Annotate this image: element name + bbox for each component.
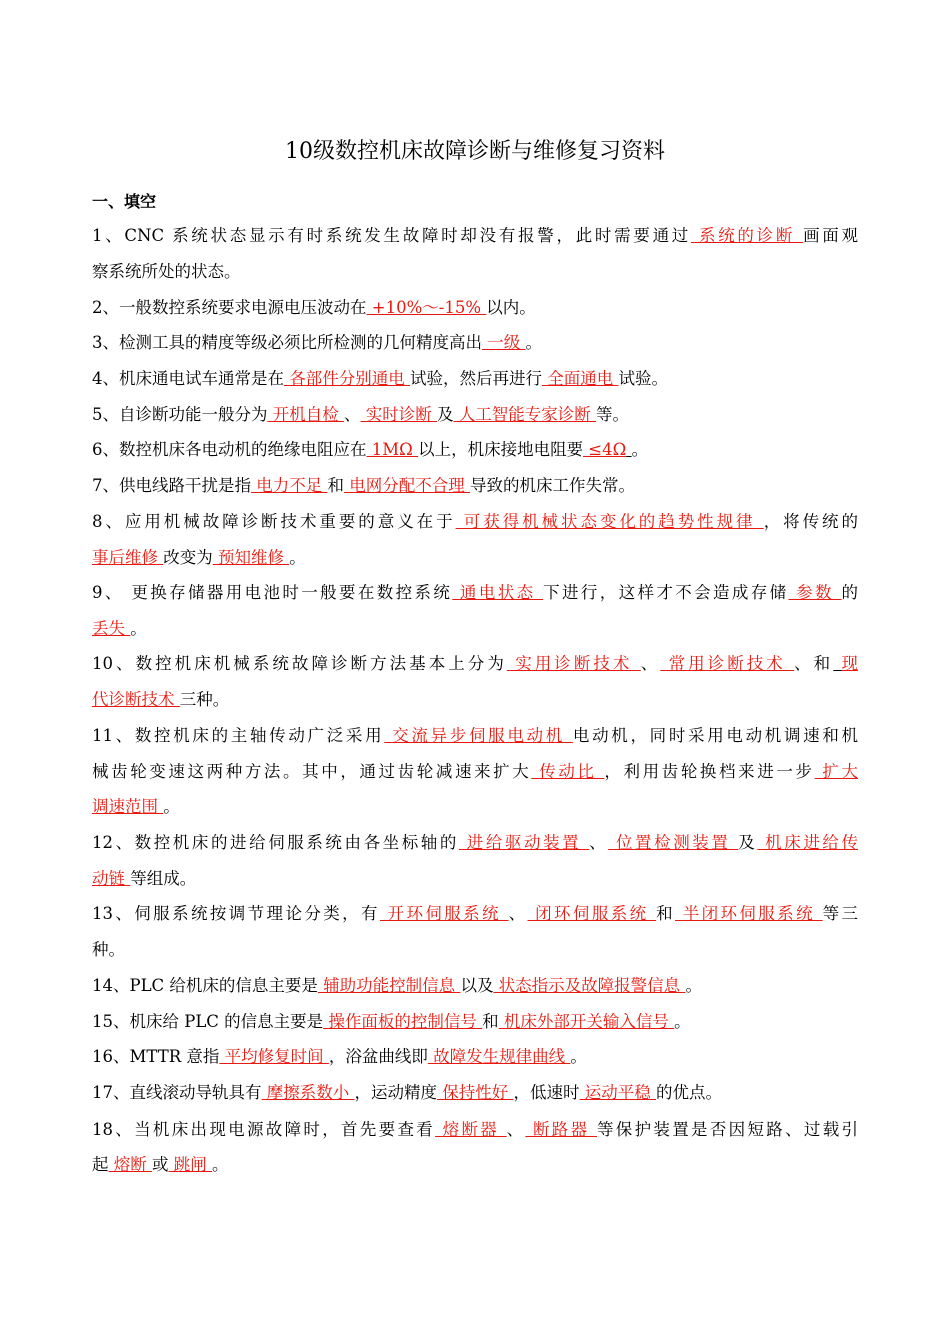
question-text: 以及 <box>460 976 494 995</box>
question-text: 12、数控机床的进给伺服系统由各坐标轴的 <box>92 833 459 852</box>
question-text: 和 <box>327 476 344 495</box>
answer-blank: 进给驱动装置 <box>458 833 590 852</box>
answer-blank: ≤4Ω <box>583 440 627 459</box>
question-line <box>92 581 858 605</box>
question-text: 13、伺服系统按调节理论分类，有 <box>92 904 380 923</box>
question-text: 18、当机床出现电源故障时，首先要查看 <box>92 1120 436 1139</box>
question-text: ，将传统的 <box>763 512 859 531</box>
question-text: 。 <box>631 440 649 459</box>
question-line <box>92 867 196 891</box>
answer-blank: 传动比 <box>531 762 605 781</box>
question-line <box>92 438 648 462</box>
question-text: 察系统所处的状态。 <box>92 262 241 281</box>
question-line <box>92 902 858 926</box>
question-line <box>92 260 241 284</box>
question-text: 。 <box>570 1047 587 1066</box>
question-text: 。 <box>163 797 180 816</box>
question-text: 的 <box>841 583 859 602</box>
answer-blank: 动链 <box>92 869 131 888</box>
question-line <box>92 688 229 712</box>
question-line <box>92 795 180 819</box>
question-line <box>92 831 858 855</box>
answer-blank: 熔断器 <box>435 1120 507 1139</box>
answer-blank: +10%～-15% <box>366 298 487 317</box>
question-text: 导致的机床工作失常。 <box>470 476 635 495</box>
question-text: 起 <box>92 1155 109 1174</box>
question-line <box>92 367 668 391</box>
question-text: 以内。 <box>486 298 536 317</box>
question-line <box>92 296 536 320</box>
question-text: 11、数控机床的主轴传动广泛采用 <box>92 726 385 745</box>
question-text: 、 <box>506 1120 526 1139</box>
question-line <box>92 224 858 248</box>
answer-blank: 机床进给传 <box>757 833 858 852</box>
question-line <box>92 1045 587 1069</box>
answer-blank: 各部件分别通电 <box>284 369 410 388</box>
answer-blank: 丢失 <box>92 619 131 638</box>
answer-blank: 电网分配不合理 <box>344 476 470 495</box>
answer-blank: 参数 <box>788 583 842 602</box>
question-line <box>92 974 702 998</box>
question-text: 14、PLC 给机床的信息主要是 <box>92 976 318 995</box>
answer-blank: 机床外部开关输入信号 <box>498 1012 675 1031</box>
answer-blank: 代诊断技术 <box>92 690 180 709</box>
question-text: 。 <box>685 976 702 995</box>
question-line <box>92 724 858 748</box>
question-text: 6、数控机床各电动机的绝缘电阻应在 <box>92 440 367 459</box>
question-line <box>92 474 635 498</box>
question-line <box>92 1081 722 1105</box>
answer-blank: 系统的诊断 <box>691 226 804 245</box>
question-text: 5、自诊断功能一般分为 <box>92 405 268 424</box>
question-text: 。 <box>289 548 306 567</box>
question-text: 试验，然后再进行 <box>410 369 542 388</box>
question-text: 1、CNC 系统状态显示有时系统发生故障时却没有报警，此时需要通过 <box>92 226 692 245</box>
question-text: 以上，机床接地电阻要 <box>418 440 584 459</box>
question-text: 下进行，这样才不会造成存储 <box>543 583 789 602</box>
question-line <box>92 938 125 962</box>
answer-blank: 故障发生规律曲线 <box>427 1047 571 1066</box>
question-text: 等保护装置是否因短路、过载引 <box>596 1120 859 1139</box>
question-text: 和 <box>482 1012 499 1031</box>
answer-blank: 扩大 <box>814 762 858 781</box>
question-text: 试验。 <box>618 369 668 388</box>
question-text: ，低速时 <box>513 1083 580 1102</box>
document-title: 10级数控机床故障诊断与维修复习资料 <box>285 139 665 164</box>
question-text: 2、一般数控系统要求电源电压波动在 <box>92 298 367 317</box>
answer-blank: 电力不足 <box>251 476 328 495</box>
answer-blank: 预知维修 <box>212 548 290 567</box>
answer-blank: 调速范围 <box>92 797 164 816</box>
question-line <box>92 403 629 427</box>
question-line <box>92 652 858 676</box>
question-text: 械齿轮变速这两种方法。其中，通过齿轮减速来扩大 <box>92 762 532 781</box>
question-text: 改变为 <box>163 548 213 567</box>
answer-blank: 操作面板的控制信号 <box>323 1012 483 1031</box>
blank-underline <box>833 654 841 673</box>
question-text: 画面观 <box>803 226 859 245</box>
answer-blank: 通电状态 <box>452 583 544 602</box>
question-text: 17、直线滚动导轨具有 <box>92 1083 262 1102</box>
answer-blank: 事后维修 <box>92 548 164 567</box>
answer-blank: 人工智能专家诊断 <box>453 405 596 424</box>
answer-blank: 位置检测装置 <box>608 833 739 852</box>
question-text: 及 <box>437 405 454 424</box>
answer-blank: 状态指示及故障报警信息 <box>493 976 686 995</box>
question-text: 、和 <box>794 654 834 673</box>
question-text: 9、 更换存储器用电池时一般要在数控系统 <box>92 583 453 602</box>
question-line <box>92 1153 229 1177</box>
question-text: 的优点。 <box>656 1083 722 1102</box>
answer-blank: 闭环伺服系统 <box>527 904 657 923</box>
question-text: 4、机床通电试车通常是在 <box>92 369 284 388</box>
answer-blank: 现 <box>841 654 859 673</box>
answer-blank: 保持性好 <box>437 1083 514 1102</box>
question-text: 种。 <box>92 940 125 959</box>
answer-blank: 平均修复时间 <box>219 1047 329 1066</box>
question-text: 。 <box>674 1012 691 1031</box>
question-line <box>92 760 858 784</box>
answer-blank: 开机自检 <box>267 405 344 424</box>
answer-blank: 交流异步伺服电动机 <box>384 726 573 745</box>
answer-blank: 辅助功能控制信息 <box>317 976 461 995</box>
question-text: 3、检测工具的精度等级必须比所检测的几何精度高出 <box>92 333 482 352</box>
answer-blank: 全面通电 <box>542 369 619 388</box>
answer-blank: 一级 <box>482 333 526 352</box>
question-text: 、 <box>344 405 361 424</box>
question-text: 7、供电线路干扰是指 <box>92 476 251 495</box>
question-text: 16、MTTR 意指 <box>92 1047 220 1066</box>
section-heading: 一、填空 <box>92 192 157 211</box>
question-line <box>92 331 542 355</box>
question-text: 、 <box>640 654 661 673</box>
question-text: 、 <box>589 833 609 852</box>
answer-blank: 运动平稳 <box>579 1083 656 1102</box>
question-text: ，浴盆曲线即 <box>328 1047 428 1066</box>
question-text: 。 <box>130 619 147 638</box>
question-text: 及 <box>738 833 758 852</box>
question-text: 等组成。 <box>130 869 197 888</box>
question-line <box>92 1118 858 1142</box>
question-line <box>92 546 306 570</box>
answer-blank: 开环伺服系统 <box>379 904 509 923</box>
question-line <box>92 617 147 641</box>
question-text: 或 <box>152 1155 169 1174</box>
answer-blank: 实用诊断技术 <box>506 654 641 673</box>
question-line <box>92 510 858 534</box>
question-text: ，运动精度 <box>354 1083 437 1102</box>
question-text: 、 <box>508 904 528 923</box>
question-text: 。 <box>525 333 542 352</box>
answer-blank: 熔断 <box>108 1155 152 1174</box>
question-text: ，利用齿轮换档来进一步 <box>604 762 815 781</box>
question-text: 10、数控机床机械系统故障诊断方法基本上分为 <box>92 654 507 673</box>
question-line <box>92 1010 691 1034</box>
answer-blank: 跳闸 <box>168 1155 212 1174</box>
answer-blank: 摩擦系数小 <box>261 1083 355 1102</box>
question-text: 15、机床给 PLC 的信息主要是 <box>92 1012 324 1031</box>
answer-blank: 可获得机械状态变化的趋势性规律 <box>455 512 764 531</box>
question-text: 8、应用机械故障诊断技术重要的意义在于 <box>92 512 456 531</box>
answer-blank: 断路器 <box>525 1120 597 1139</box>
question-text: 三种。 <box>179 690 230 709</box>
question-text: 等三 <box>822 904 859 923</box>
answer-blank: 1MΩ <box>366 440 419 459</box>
answer-blank: 实时诊断 <box>360 405 437 424</box>
question-text: 和 <box>656 904 676 923</box>
question-text: 电动机，同时采用电动机调速和机 <box>572 726 858 745</box>
question-text: 等。 <box>596 405 629 424</box>
answer-blank: 半闭环伺服系统 <box>675 904 823 923</box>
answer-blank: 常用诊断技术 <box>660 654 795 673</box>
question-text: 。 <box>212 1155 229 1174</box>
